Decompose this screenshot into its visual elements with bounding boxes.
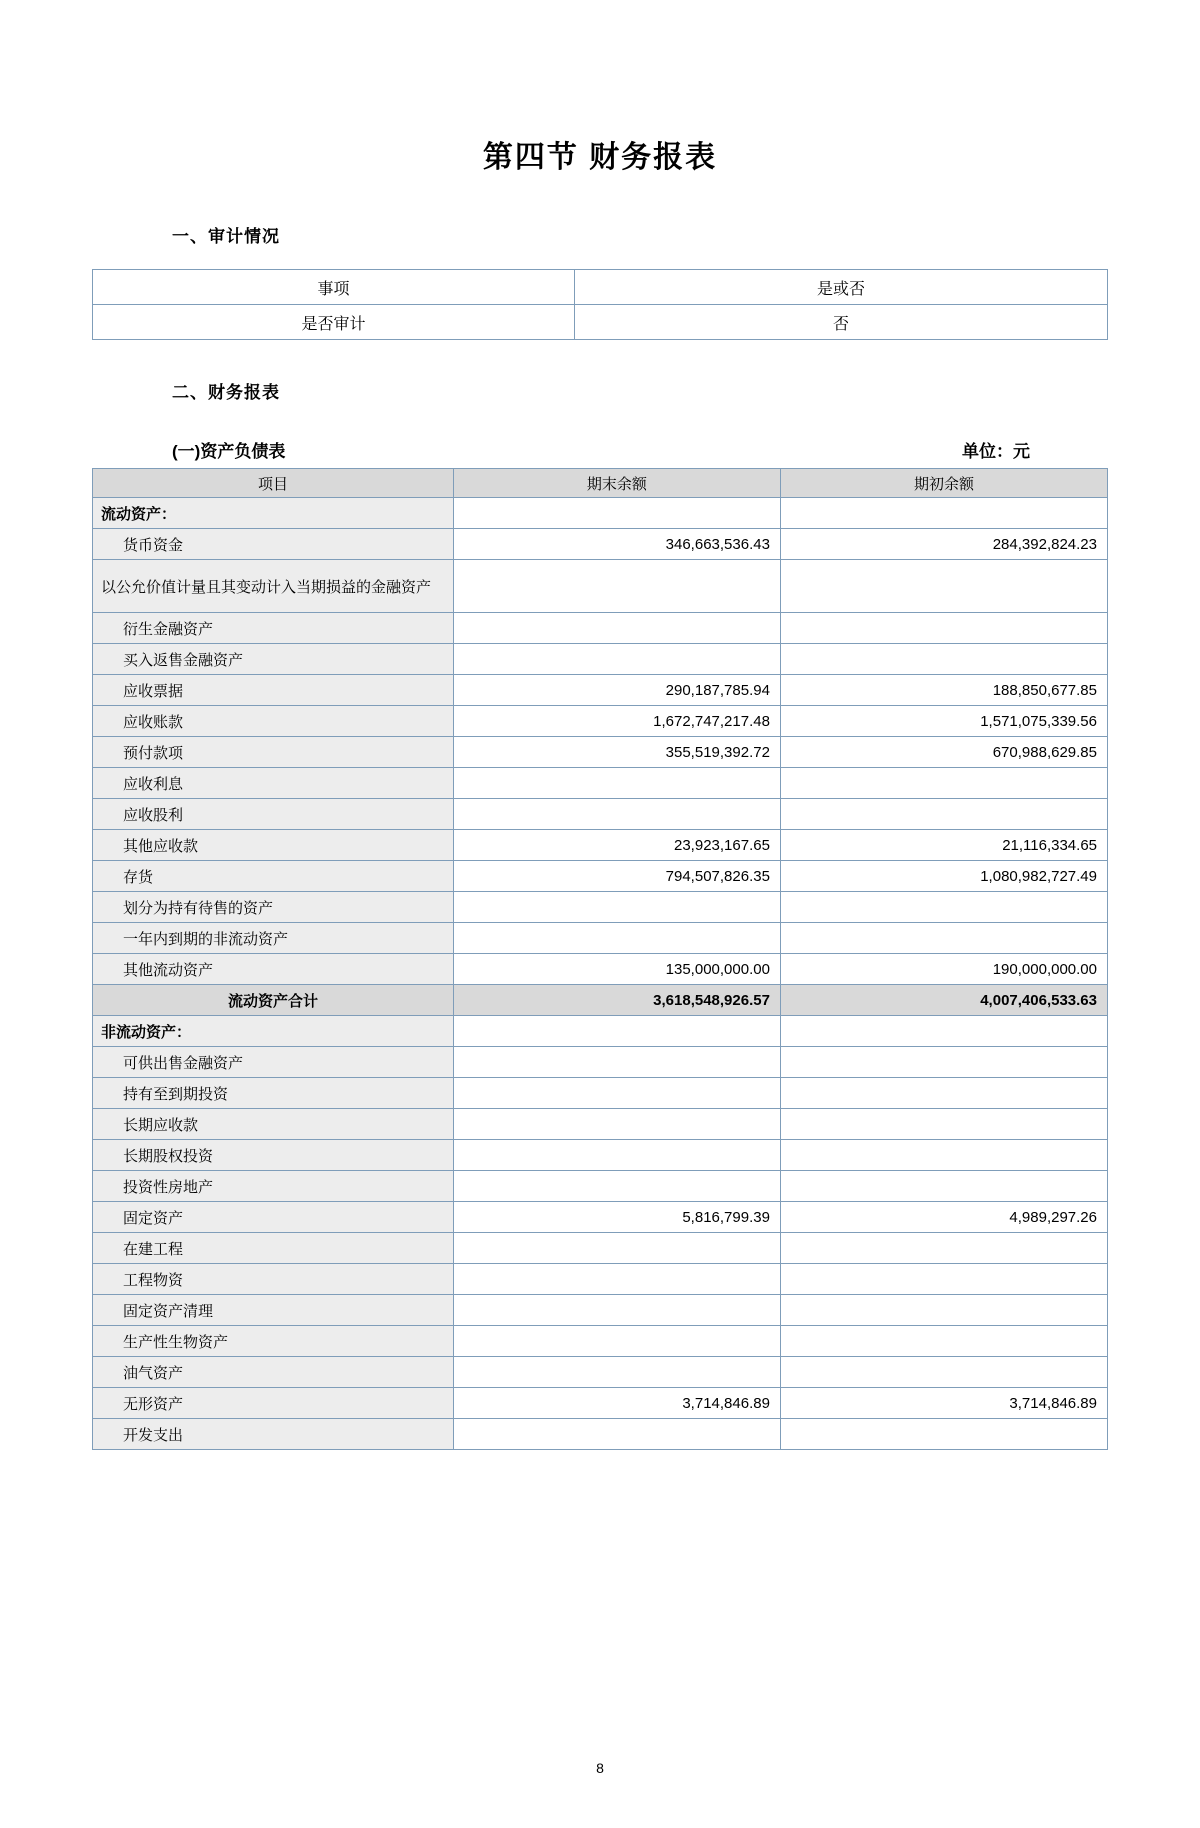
unit-label: 单位：元 <box>962 442 1030 461</box>
row-beginning-balance <box>780 644 1107 675</box>
table-row <box>93 1140 1108 1171</box>
row-ending-balance <box>453 1109 780 1140</box>
balance-sheet-subtitle: (一)资产负债表 <box>172 442 286 461</box>
table-row <box>93 923 1108 954</box>
table-row <box>93 1171 1108 1202</box>
row-beginning-balance <box>780 1419 1107 1450</box>
table-row <box>93 1047 1108 1078</box>
row-ending-balance: 290,187,785.94 <box>453 675 780 706</box>
balance-sheet-head <box>93 469 1108 498</box>
row-item-label: 应收账款 <box>93 706 454 737</box>
row-beginning-balance <box>780 892 1107 923</box>
row-ending-balance <box>453 644 780 675</box>
row-ending-balance <box>453 768 780 799</box>
table-row <box>93 737 1108 768</box>
row-item-label: 非流动资产： <box>93 1016 454 1047</box>
row-item-label: 其他应收款 <box>93 830 454 861</box>
row-beginning-balance: 21,116,334.65 <box>780 830 1107 861</box>
row-ending-balance <box>453 1357 780 1388</box>
row-ending-balance <box>453 1326 780 1357</box>
page-number: 8 <box>596 1760 604 1776</box>
row-beginning-balance <box>780 1047 1107 1078</box>
row-ending-balance <box>453 1047 780 1078</box>
row-beginning-balance: 4,007,406,533.63 <box>780 985 1107 1016</box>
table-row <box>93 1233 1108 1264</box>
row-item-label: 在建工程 <box>93 1233 454 1264</box>
page-title: 第四节 财务报表 <box>482 141 718 174</box>
row-ending-balance <box>453 1419 780 1450</box>
table-row <box>93 954 1108 985</box>
table-row <box>93 1419 1108 1450</box>
table-row <box>93 498 1108 529</box>
table-row <box>93 613 1108 644</box>
row-beginning-balance <box>780 1357 1107 1388</box>
row-ending-balance <box>453 923 780 954</box>
table-row <box>93 1078 1108 1109</box>
row-item-label: 可供出售金融资产 <box>93 1047 454 1078</box>
row-item-label: 工程物资 <box>93 1264 454 1295</box>
balance-sheet-body <box>93 498 1108 1450</box>
table-row <box>93 1295 1108 1326</box>
row-item-label: 其他流动资产 <box>93 954 454 985</box>
row-beginning-balance: 188,850,677.85 <box>780 675 1107 706</box>
row-beginning-balance <box>780 498 1107 529</box>
row-ending-balance <box>453 560 780 613</box>
document-page <box>0 132 1200 1828</box>
row-beginning-balance <box>780 1326 1107 1357</box>
table-row-header <box>93 270 1108 305</box>
row-beginning-balance <box>780 1078 1107 1109</box>
row-beginning-balance <box>780 1264 1107 1295</box>
row-beginning-balance: 190,000,000.00 <box>780 954 1107 985</box>
row-item-label: 长期股权投资 <box>93 1140 454 1171</box>
row-ending-balance <box>453 799 780 830</box>
row-ending-balance <box>453 892 780 923</box>
row-beginning-balance <box>780 799 1107 830</box>
row-beginning-balance: 1,080,982,727.49 <box>780 861 1107 892</box>
row-item-label: 预付款项 <box>93 737 454 768</box>
row-item-label: 衍生金融资产 <box>93 613 454 644</box>
table-row <box>93 560 1108 613</box>
table-row <box>93 1357 1108 1388</box>
row-ending-balance <box>453 1016 780 1047</box>
row-ending-balance: 23,923,167.65 <box>453 830 780 861</box>
table-row <box>93 1388 1108 1419</box>
table-row <box>93 1109 1108 1140</box>
row-ending-balance: 355,519,392.72 <box>453 737 780 768</box>
row-item-label: 开发支出 <box>93 1419 454 1450</box>
column-header-ending-balance: 期末余额 <box>453 469 780 498</box>
row-beginning-balance <box>780 1171 1107 1202</box>
table-row <box>93 830 1108 861</box>
audit-header-value: 是或否 <box>575 270 1108 305</box>
row-ending-balance <box>453 498 780 529</box>
table-row <box>93 1016 1108 1047</box>
table-row <box>93 706 1108 737</box>
row-item-label: 存货 <box>93 861 454 892</box>
table-row <box>93 675 1108 706</box>
row-beginning-balance: 1,571,075,339.56 <box>780 706 1107 737</box>
row-beginning-balance <box>780 560 1107 613</box>
table-row <box>93 1202 1108 1233</box>
row-ending-balance: 794,507,826.35 <box>453 861 780 892</box>
row-beginning-balance: 4,989,297.26 <box>780 1202 1107 1233</box>
audit-row-item: 是否审计 <box>93 305 575 340</box>
row-beginning-balance <box>780 1295 1107 1326</box>
audit-row-value: 否 <box>575 305 1108 340</box>
row-item-label: 应收利息 <box>93 768 454 799</box>
row-ending-balance: 1,672,747,217.48 <box>453 706 780 737</box>
row-ending-balance: 5,816,799.39 <box>453 1202 780 1233</box>
row-item-label: 固定资产 <box>93 1202 454 1233</box>
balance-sheet-table <box>92 468 1108 1450</box>
row-item-label: 流动资产合计 <box>93 985 454 1016</box>
row-item-label: 货币资金 <box>93 529 454 560</box>
table-row <box>93 1326 1108 1357</box>
row-item-label: 油气资产 <box>93 1357 454 1388</box>
row-item-label: 持有至到期投资 <box>93 1078 454 1109</box>
column-header-item: 项目 <box>93 469 454 498</box>
row-item-label: 流动资产： <box>93 498 454 529</box>
balance-sheet-title-row <box>92 437 1108 462</box>
table-row <box>93 892 1108 923</box>
row-ending-balance <box>453 1295 780 1326</box>
row-item-label: 应收票据 <box>93 675 454 706</box>
row-ending-balance <box>453 1233 780 1264</box>
row-ending-balance: 3,618,548,926.57 <box>453 985 780 1016</box>
row-ending-balance: 3,714,846.89 <box>453 1388 780 1419</box>
row-beginning-balance: 284,392,824.23 <box>780 529 1107 560</box>
table-row <box>93 768 1108 799</box>
row-ending-balance <box>453 1140 780 1171</box>
row-beginning-balance <box>780 923 1107 954</box>
table-row <box>93 305 1108 340</box>
row-item-label: 划分为持有待售的资产 <box>93 892 454 923</box>
row-item-label: 长期应收款 <box>93 1109 454 1140</box>
row-beginning-balance <box>780 1109 1107 1140</box>
table-row <box>93 529 1108 560</box>
row-beginning-balance: 3,714,846.89 <box>780 1388 1107 1419</box>
row-ending-balance <box>453 1264 780 1295</box>
table-row <box>93 799 1108 830</box>
row-item-label: 买入返售金融资产 <box>93 644 454 675</box>
row-ending-balance <box>453 613 780 644</box>
table-row <box>93 644 1108 675</box>
row-item-label: 无形资产 <box>93 1388 454 1419</box>
audit-table <box>92 269 1108 340</box>
section-heading-audit: 一、审计情况 <box>172 227 280 246</box>
section-heading-financial: 二、财务报表 <box>172 383 280 402</box>
row-ending-balance: 346,663,536.43 <box>453 529 780 560</box>
row-beginning-balance <box>780 1016 1107 1047</box>
table-row <box>93 1264 1108 1295</box>
row-item-label: 投资性房地产 <box>93 1171 454 1202</box>
row-item-label: 生产性生物资产 <box>93 1326 454 1357</box>
row-item-label: 一年内到期的非流动资产 <box>93 923 454 954</box>
table-row <box>93 985 1108 1016</box>
row-beginning-balance <box>780 613 1107 644</box>
row-ending-balance: 135,000,000.00 <box>453 954 780 985</box>
column-header-beginning-balance: 期初余额 <box>780 469 1107 498</box>
audit-table-body <box>93 270 1108 340</box>
row-beginning-balance <box>780 1233 1107 1264</box>
row-item-label: 以公允价值计量且其变动计入当期损益的金融资产 <box>93 560 454 613</box>
table-row <box>93 861 1108 892</box>
audit-header-item: 事项 <box>93 270 575 305</box>
row-item-label: 固定资产清理 <box>93 1295 454 1326</box>
row-beginning-balance <box>780 1140 1107 1171</box>
row-beginning-balance: 670,988,629.85 <box>780 737 1107 768</box>
table-row-header <box>93 469 1108 498</box>
row-ending-balance <box>453 1171 780 1202</box>
row-beginning-balance <box>780 768 1107 799</box>
row-ending-balance <box>453 1078 780 1109</box>
row-item-label: 应收股利 <box>93 799 454 830</box>
